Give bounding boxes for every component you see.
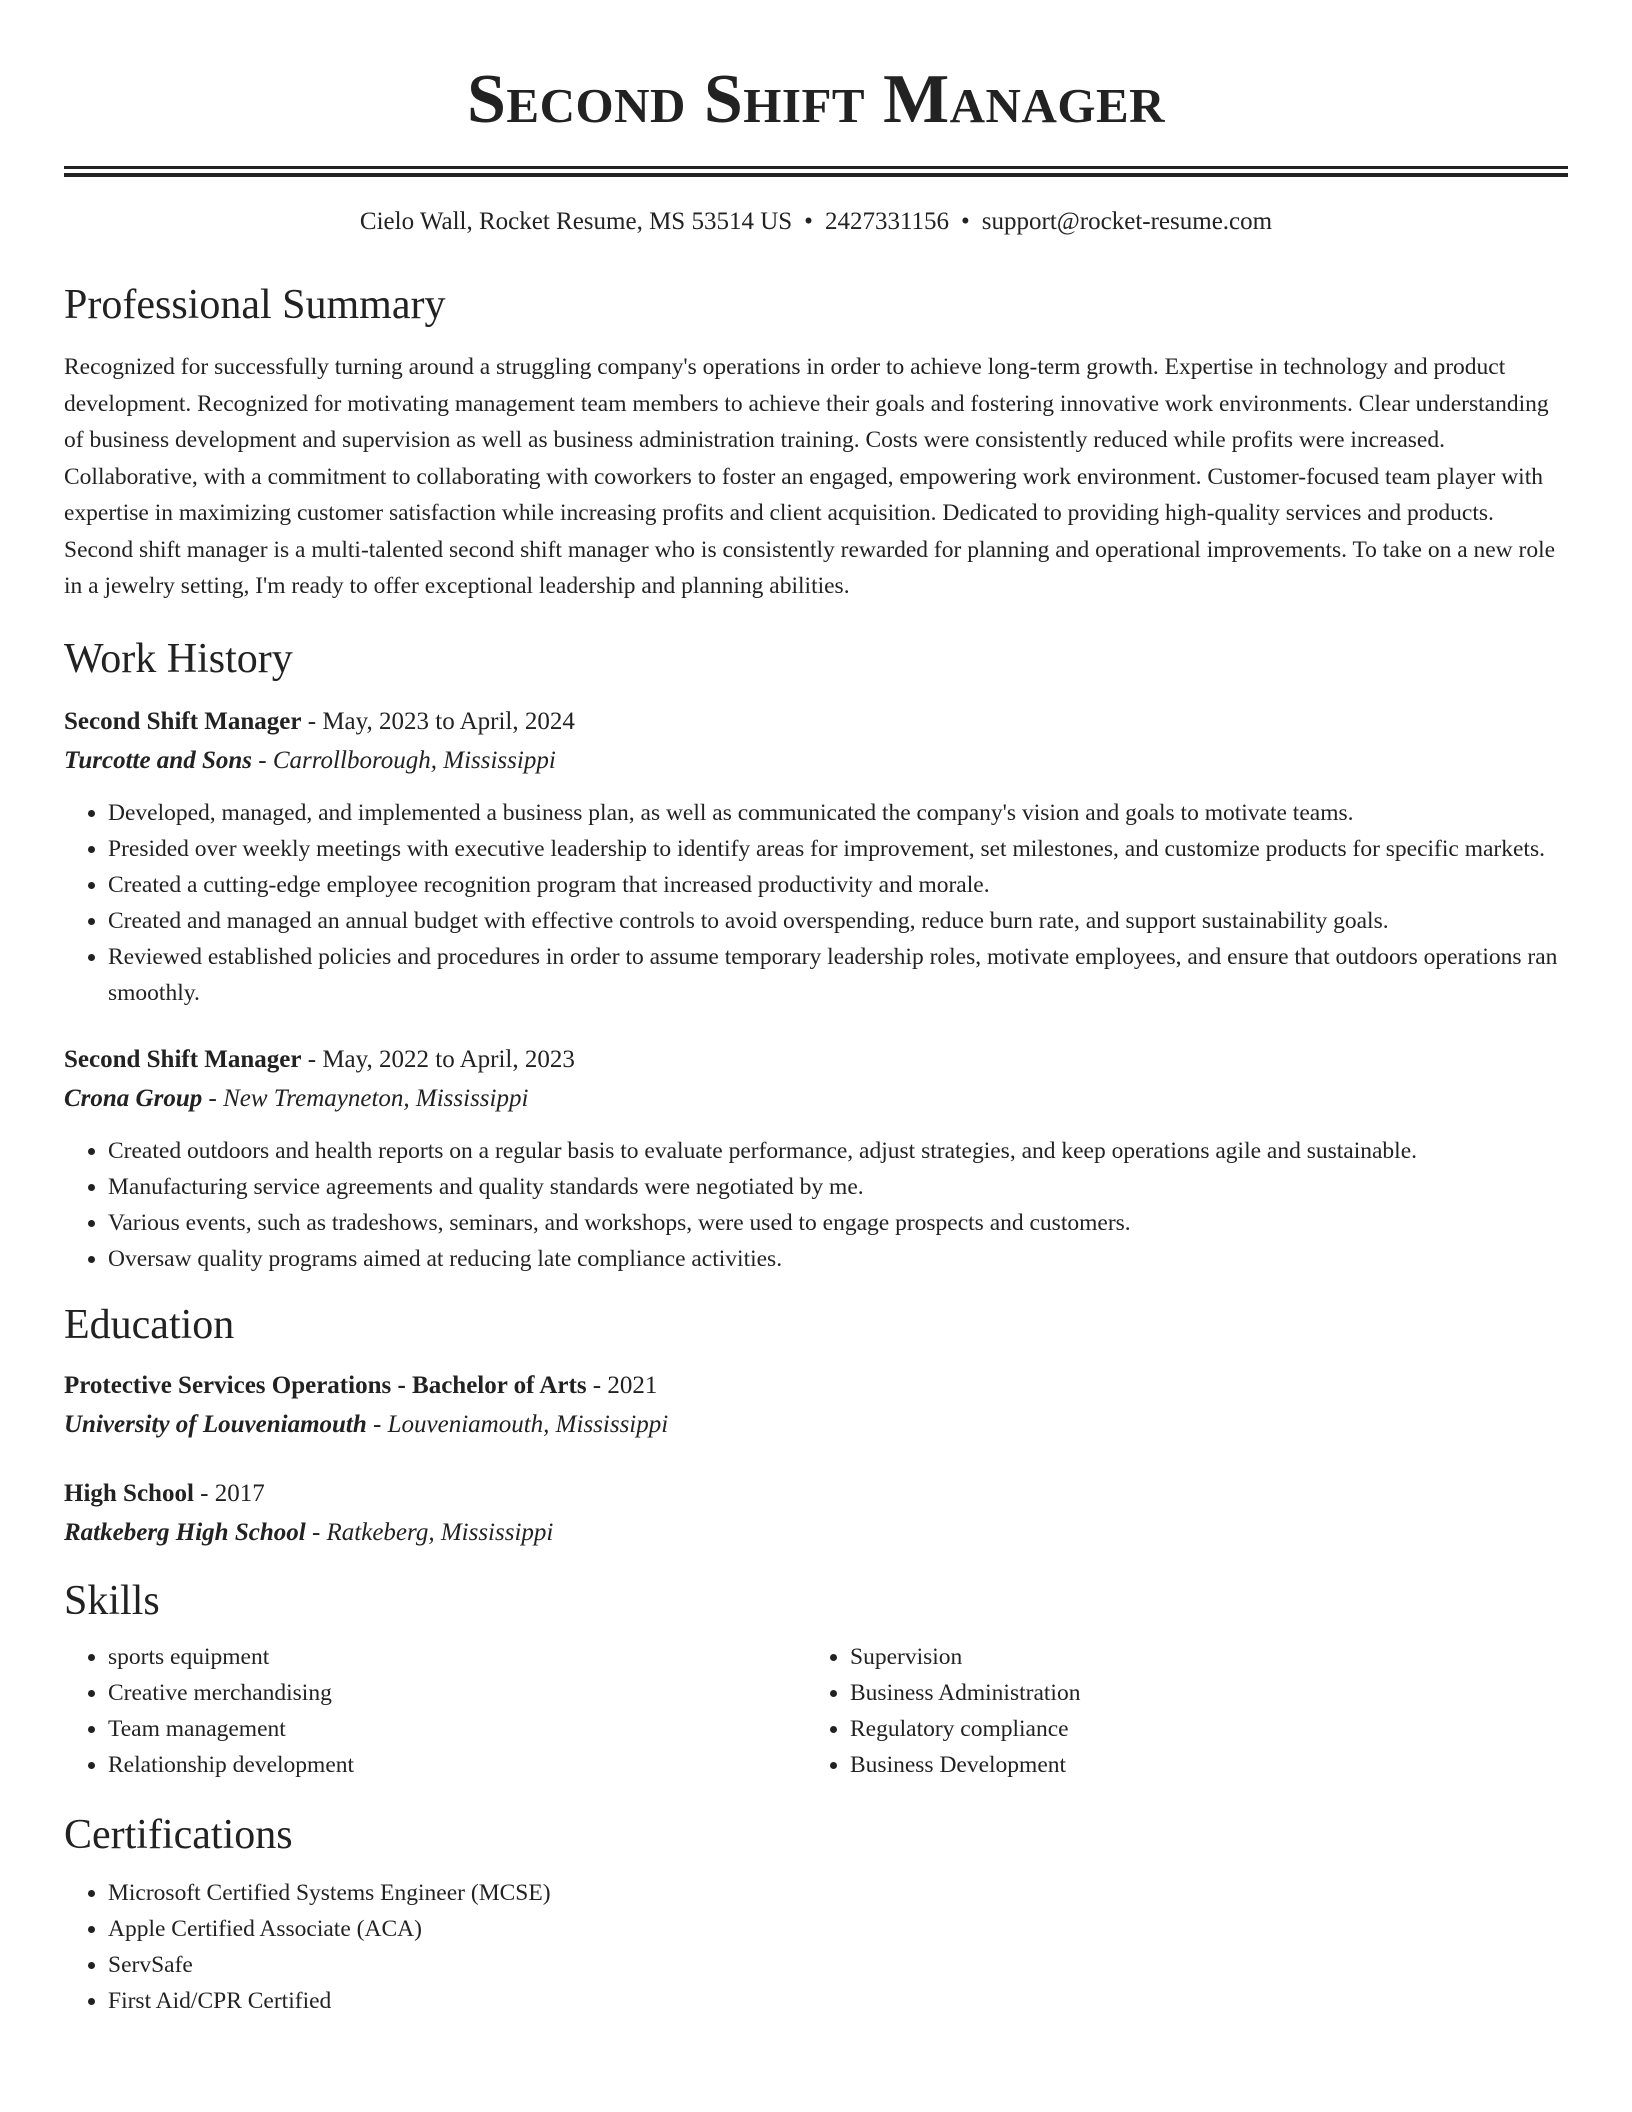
job-location: New Tremayneton, Mississippi [223,1084,529,1112]
skill-item: • Supervision [850,1639,1548,1675]
skill-item: • Regulatory compliance [850,1711,1548,1747]
contact-phone: 2427331156 [824,208,950,235]
job-bullet: • Created outdoors and health reports on a regular basis to evaluate performance, adjust strategies, and keep operations agile and sustainable. [108,1133,1568,1169]
job-bullet: • Manufacturing service agreements and quality standards were negotiated by me. [108,1169,1568,1205]
job-dates: May, 2022 to April, 2023 [322,1045,575,1073]
job-header [64,703,1568,741]
skill-item: • Relationship development [108,1747,806,1783]
skills-grid [64,1639,1568,1783]
job-company: Crona Group [64,1084,203,1112]
job-bullet: • Created and managed an annual budget with effective controls to avoid overspending, reduce burn rate, and support sustainability goals. [108,903,1568,939]
skill-item: • Creative merchandising [108,1675,806,1711]
job-company-line [64,741,1568,781]
job-bullet: • Reviewed established policies and procedures in order to assume temporary leadership roles, motivate employees, and ensure that outdoors operations ran smoothly. [108,939,1568,1011]
section-title-education: Education [64,1301,235,1348]
job-company: Turcotte and Sons [64,746,253,774]
dash: - [311,1518,321,1546]
skill-item: • sports equipment [108,1639,806,1675]
job-bullets [64,1133,1568,1277]
job-bullets [64,795,1568,1011]
section-title-skills: Skills [64,1577,160,1624]
job-entry [64,703,1568,1011]
dash: - [373,1410,382,1438]
summary-text: Recognized for successfully turning around a struggling company's operations in order to achieve long-term growth. Expertise in technology and product development. Recognized for motivating management team members to achieve their goals and fostering innovative work environments. Clear understanding of business development and supervision as well as business administration training. Costs were consistently reduced while profits were increased. Collaborative, with a commitment to collaborating with coworkers to foster an engaged, empowering work environment. Customer-focused team player with expertise in maximizing customer satisfaction while increasing profits and client acquisition. Dedicated to providing high-quality services and products. Second shift manager is a multi-talented second shift manager who is consistently rewarded for planning and operational improvements. To take on a new role in a jewelry setting, I'm ready to offer exceptional leadership and planning abilities. [64,354,1556,599]
job-entry [64,1041,1568,1277]
job-bullet: • Created a cutting-edge employee recognition program that increased productivity and morale. [108,867,1568,903]
job-bullet: • Various events, such as tradeshows, seminars, and workshops, were used to engage prospects and customers. [108,1205,1568,1241]
education-entry [64,1367,1568,1445]
contact-email: support@rocket-resume.com [981,208,1273,235]
education-school: University of Louveniamouth [64,1410,367,1438]
contact-separator: • [804,208,813,235]
certification-item: • Apple Certified Associate (ACA) [108,1911,1568,1947]
skill-item: • Business Development [850,1747,1548,1783]
section-title-summary: Professional Summary [64,282,446,328]
skill-item: • Business Administration [850,1675,1548,1711]
job-role: Second Shift Manager [64,1045,302,1073]
job-bullet: • Oversaw quality programs aimed at reducing late compliance activities. [108,1241,1568,1277]
contact-address: Cielo Wall, Rocket Resume, MS 53514 US [359,208,793,235]
job-location: Carrollborough, Mississippi [272,746,556,774]
skills-column-left [64,1639,806,1783]
job-dates: May, 2023 to April, 2024 [322,707,575,735]
contact-separator: • [961,208,970,235]
education-entry [64,1475,1568,1553]
certification-item: • Microsoft Certified Systems Engineer (MCSE) [108,1875,1568,1911]
education-location: Ratkeberg, Mississippi [326,1518,554,1546]
header-double-rule [64,166,1568,177]
dash: - [307,707,317,735]
certification-item: • First Aid/CPR Certified [108,1983,1568,2019]
dash: - [208,1084,217,1112]
section-title-certifications: Certifications [64,1811,293,1858]
certification-item: • ServSafe [108,1947,1568,1983]
dash: - [258,746,267,774]
education-year: 2017 [214,1479,265,1507]
education-header [64,1475,1568,1513]
resume-name: Second Shift Manager [466,61,1166,138]
dash: - [592,1371,602,1399]
education-header [64,1367,1568,1405]
job-company-line [64,1079,1568,1119]
certifications-list [64,1875,1568,2019]
education-school: Ratkeberg High School [64,1518,306,1546]
contact-line [64,205,1568,239]
job-header [64,1041,1568,1079]
dash: - [200,1479,209,1507]
education-degree: High School [64,1479,194,1507]
skill-item: • Team management [108,1711,806,1747]
education-school-line [64,1513,1568,1553]
education-school-line [64,1405,1568,1445]
skills-column-right [806,1639,1548,1783]
education-location: Louveniamouth, Mississippi [387,1410,669,1438]
section-title-work-history: Work History [64,635,293,682]
job-bullet: • Presided over weekly meetings with executive leadership to identify areas for improvement, set milestones, and customize products for specific markets. [108,831,1568,867]
job-bullet: • Developed, managed, and implemented a business plan, as well as communicated the company's vision and goals to motivate teams. [108,795,1568,831]
job-role: Second Shift Manager [64,707,302,735]
education-year: 2021 [607,1371,658,1399]
education-degree: Protective Services Operations - Bachelor of Arts [64,1371,587,1399]
dash: - [307,1045,317,1073]
